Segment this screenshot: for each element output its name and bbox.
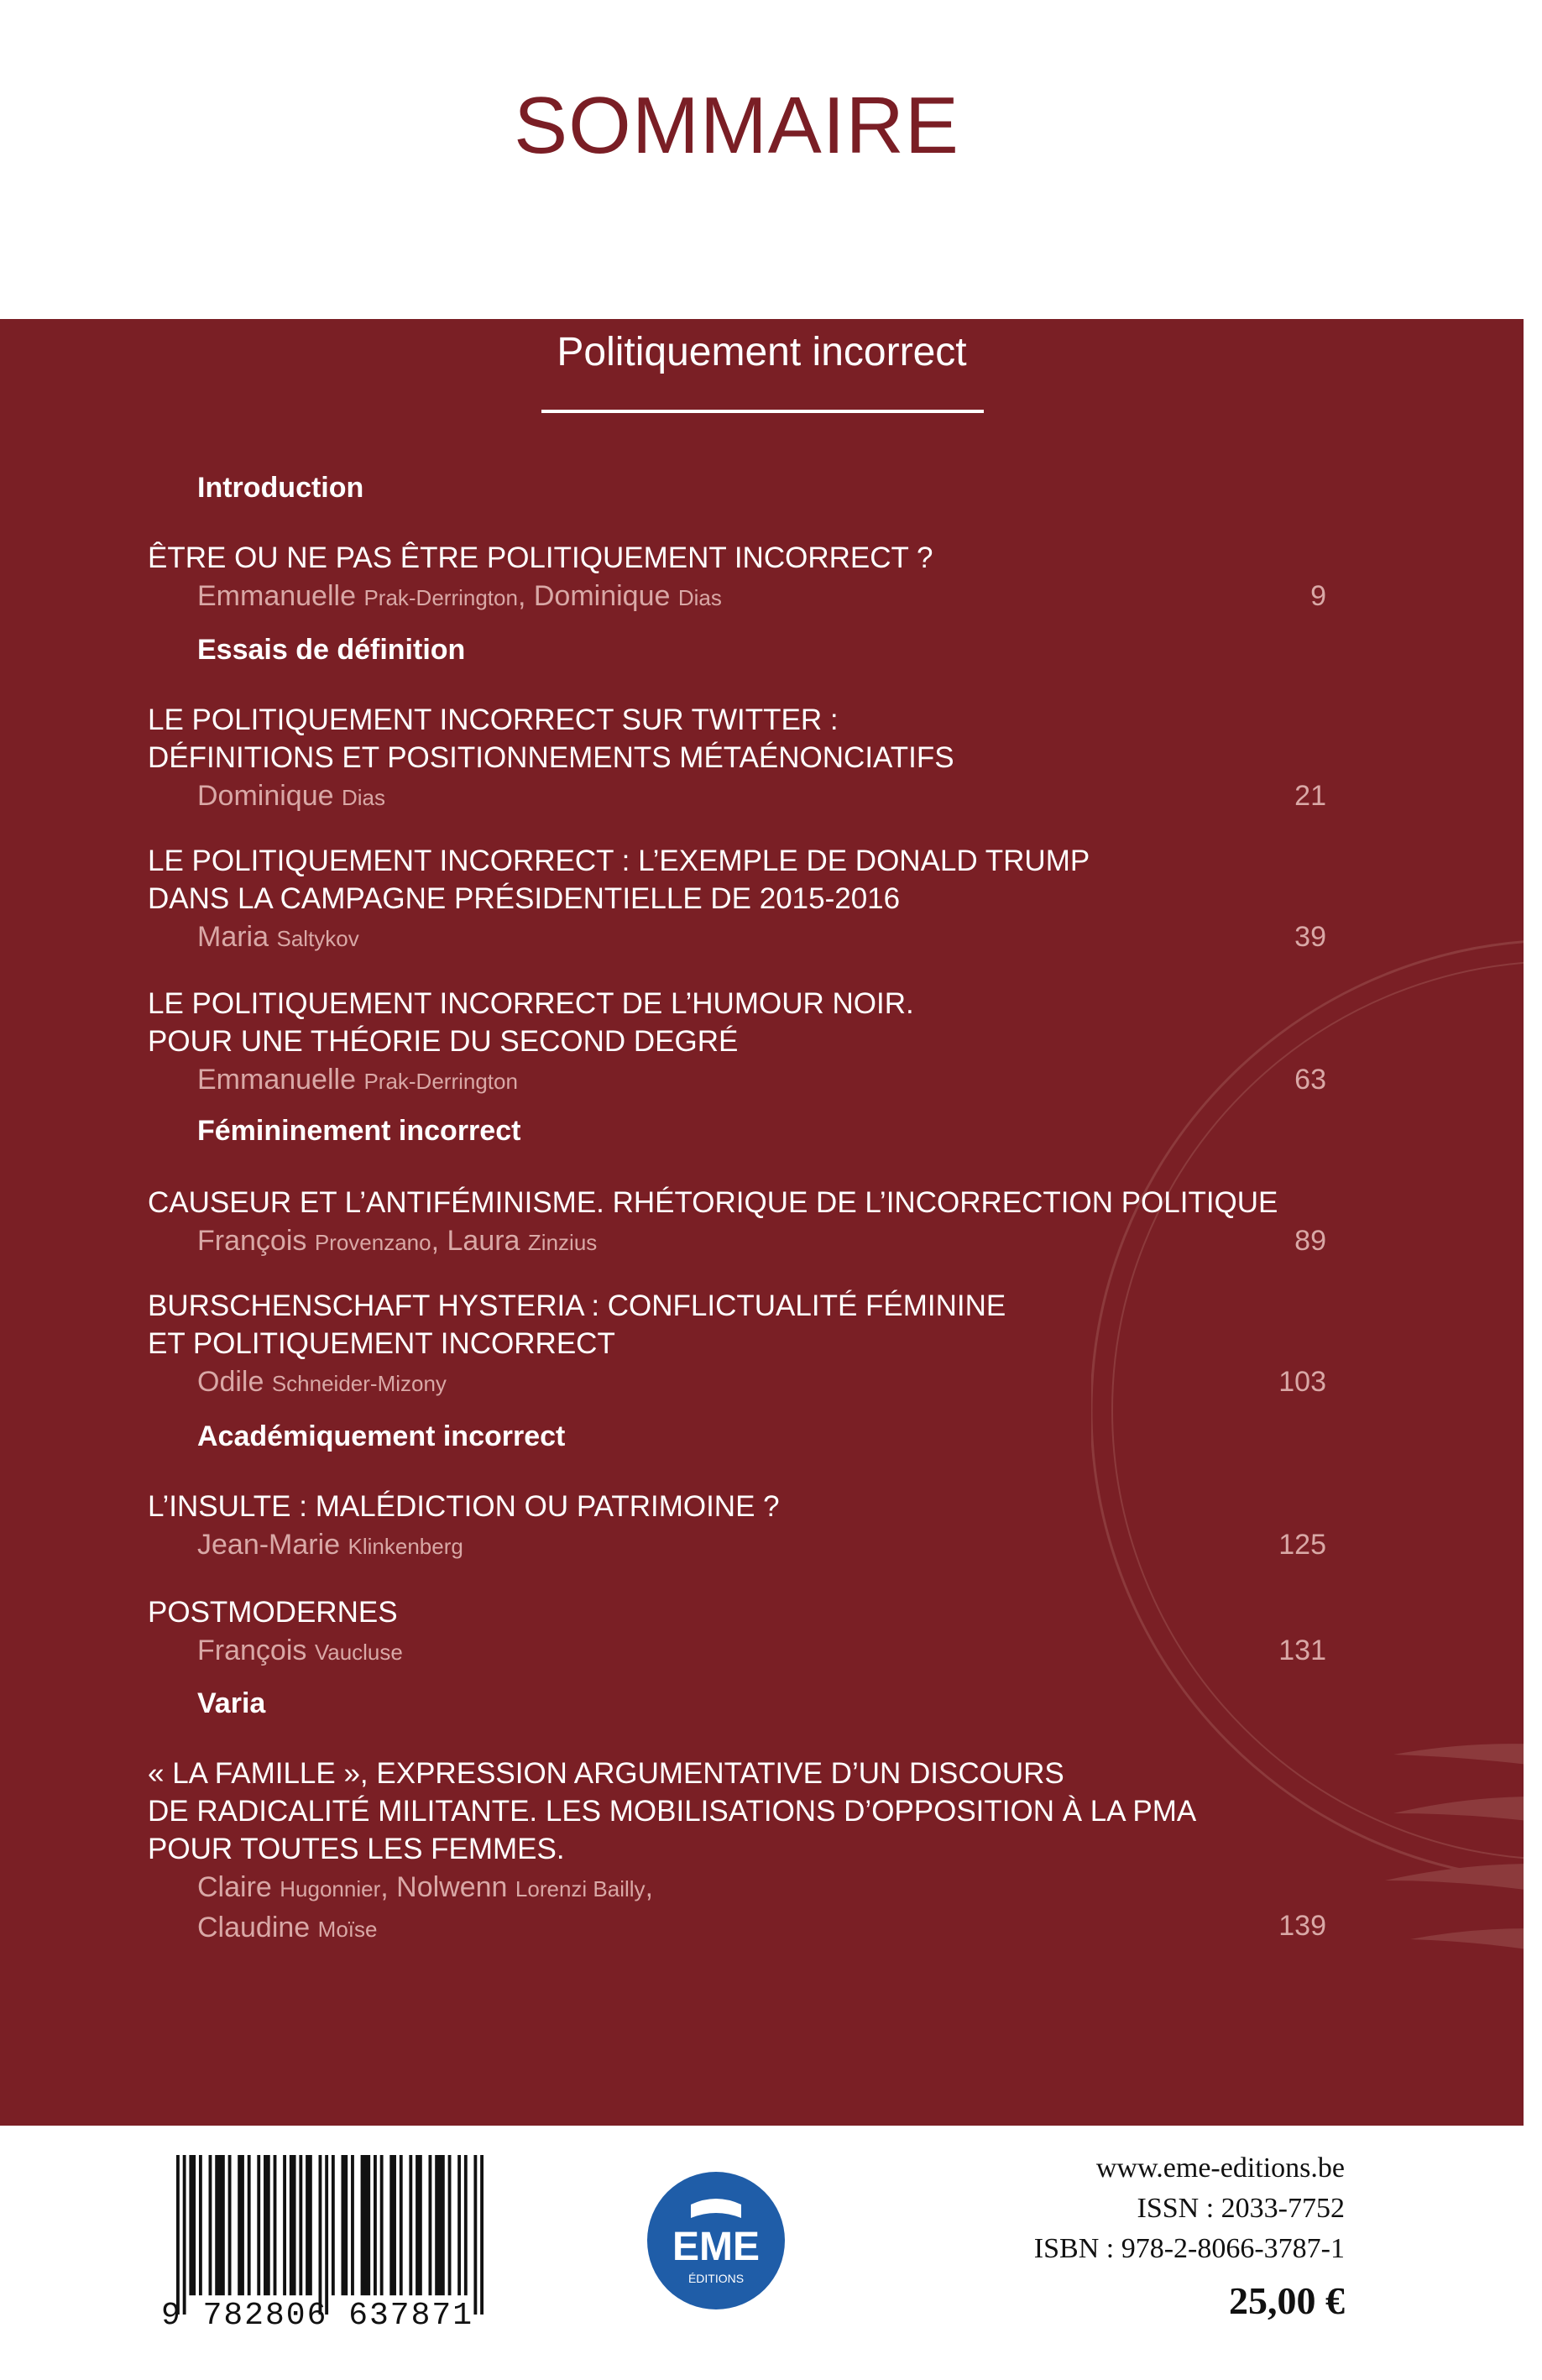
toc-entry: [148, 1184, 1340, 1262]
toc-entry: [148, 701, 1340, 817]
entry-authors: François Provenzano, Laura Zinzius: [197, 1225, 598, 1257]
entry-authors: Jean-Marie Klinkenberg: [197, 1529, 463, 1561]
entry-authors: François Vaucluse: [197, 1635, 403, 1666]
entry-title: LE POLITIQUEMENT INCORRECT DE L’HUMOUR NOIR.: [148, 987, 914, 1020]
price: 25,00 €: [1229, 2279, 1345, 2322]
entry-title: DÉFINITIONS ET POSITIONNEMENTS MÉTAÉNONCIATIFS: [148, 741, 954, 774]
entry-authors: Odile Schneider-Mizony: [197, 1366, 447, 1398]
publication-info: [1034, 2148, 1345, 2321]
entry-authors: Emmanuelle Prak-Derrington: [197, 1064, 518, 1096]
entry-title: « LA FAMILLE », EXPRESSION ARGUMENTATIVE D’UN DISCOURS: [148, 1757, 1064, 1790]
entry-title: BURSCHENSCHAFT HYSTERIA : CONFLICTUALITÉ FÉMININE: [148, 1289, 1006, 1322]
toc-entry: [148, 985, 1340, 1101]
entry-title: ET POLITIQUEMENT INCORRECT: [148, 1327, 615, 1360]
entry-page-number: 63: [1294, 1064, 1326, 1096]
toc-entry: [148, 1755, 1340, 1948]
entry-page-number: 39: [1294, 921, 1326, 953]
entry-page-number: 131: [1278, 1635, 1326, 1666]
entry-title: L’INSULTE : MALÉDICTION OU PATRIMOINE ?: [148, 1490, 780, 1523]
subtitle-divider: [541, 410, 984, 413]
section-definition: Essais de définition: [197, 634, 466, 666]
contents-panel: [0, 319, 1524, 2126]
entry-authors: Claire Hugonnier, Nolwenn Lorenzi Bailly,: [197, 1871, 654, 1903]
entry-title: DE RADICALITÉ MILITANTE. LES MOBILISATIONS D’OPPOSITION À LA PMA: [148, 1795, 1197, 1828]
isbn: ISBN : 978-2-8066-3787-1: [1033, 2233, 1345, 2264]
toc-entry: [148, 1488, 1340, 1566]
section-feminin: Fémininement incorrect: [197, 1115, 521, 1147]
entry-authors: Emmanuelle Prak-Derrington, Dominique Dias: [197, 580, 722, 612]
entry-title: LE POLITIQUEMENT INCORRECT : L’EXEMPLE DE DONALD TRUMP: [148, 845, 1090, 877]
barcode-number: 9 782806 637871: [160, 2298, 474, 2334]
entry-title: POSTMODERNES: [148, 1596, 398, 1629]
subtitle: Politiquement incorrect: [557, 330, 967, 374]
entry-title: POUR UNE THÉORIE DU SECOND DEGRÉ: [148, 1025, 739, 1058]
entry-title: DANS LA CAMPAGNE PRÉSIDENTIELLE DE 2015-2016: [148, 882, 901, 915]
website-link[interactable]: www.eme-editions.be: [1095, 2152, 1345, 2184]
svg-text:ÉDITIONS: ÉDITIONS: [687, 2272, 745, 2285]
page-title: SOMMAIRE: [514, 81, 959, 170]
entry-page-number: 21: [1294, 780, 1326, 812]
entry-authors: Dominique Dias: [197, 780, 385, 812]
svg-text:EME: EME: [672, 2225, 761, 2269]
entry-page-number: 89: [1294, 1225, 1326, 1257]
entry-page-number: 139: [1278, 1910, 1326, 1942]
eme-logo: [645, 2169, 787, 2312]
entry-page-number: 9: [1310, 580, 1326, 612]
entry-title: CAUSEUR ET L’ANTIFÉMINISME. RHÉTORIQUE DE L’INCORRECTION POLITIQUE: [148, 1186, 1278, 1219]
section-academique: Académiquement incorrect: [197, 1420, 566, 1452]
issn: ISSN : 2033-7752: [1137, 2193, 1345, 2224]
entry-page-number: 103: [1278, 1366, 1326, 1398]
entry-authors: Maria Saltykov: [197, 921, 359, 953]
barcode-icon: [176, 2155, 484, 2315]
entry-title: POUR TOUTES LES FEMMES.: [148, 1833, 565, 1865]
back-cover-footer: [0, 2126, 1542, 2380]
toc-entry: [148, 1593, 1340, 1671]
toc-entry: [148, 842, 1340, 958]
entry-title: ÊTRE OU NE PAS ÊTRE POLITIQUEMENT INCORRECT ?: [148, 541, 933, 574]
section-introduction: Introduction: [197, 472, 364, 504]
toc-entry: [148, 539, 1340, 617]
entry-title: LE POLITIQUEMENT INCORRECT SUR TWITTER :: [148, 704, 839, 736]
toc-entry: [148, 1287, 1340, 1403]
entry-authors: Claudine Moïse: [197, 1912, 378, 1943]
section-varia: Varia: [197, 1687, 266, 1719]
entry-page-number: 125: [1278, 1529, 1326, 1561]
